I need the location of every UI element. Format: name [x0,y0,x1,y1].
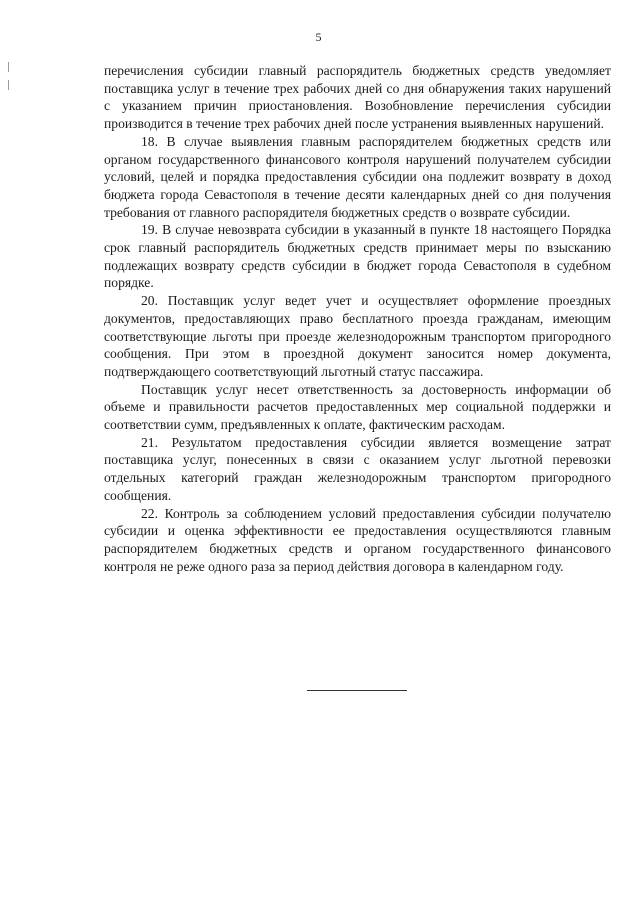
end-of-document-rule [307,690,407,691]
document-body [104,62,611,575]
margin-mark [8,80,9,90]
paragraph-18: 18. В случае выявления главным распорядителем бюджетных средств или органом государственного финансового контроля нарушений получателем субсидии условий, целей и порядка предоставления субсидии она подлежит возврату в доход бюджета города Севастополя в течение десяти календарных дней со дня получения требования от главного распорядителя бюджетных средств о возврате субсидии. [104,133,611,220]
paragraph-20: 20. Поставщик услуг ведет учет и осуществляет оформление проездных документов, предоставляющих право бесплатного проезда гражданам, имеющим соответствующие льготы при проезде железнодорожным транспортом пригородного сообщения. При этом в проездной документ заносится номер документа, подтверждающего соответствующий льготный статус пассажира. [104,293,611,379]
page-number: 5 [315,30,322,44]
paragraph-19: 19. В случае невозврата субсидии в указанный в пункте 18 настоящего Порядка срок главный распорядитель бюджетных средств принимает меры по взысканию подлежащих возврату средств субсидии в бюджет города Севастополя в судебном порядке. [104,222,611,291]
paragraph-continuation: перечисления субсидии главный распорядитель бюджетных средств уведомляет поставщика услуг в течение трех рабочих дней со дня обнаружения таких нарушений с указанием причин приостановления. Возобновление перечисления субсидии производится в течение трех рабочих дней после устранения выявленных нарушений. [104,63,611,132]
paragraph-22: 22. Контроль за соблюдением условий предоставления субсидии получателю субсидии и оценка эффективности ее предоставления осуществляются главным распорядителем бюджетных средств и органом государственного финансового контроля не реже одного раза за период действия договора в календарном году. [104,505,611,574]
margin-mark [8,62,9,72]
paragraph-20-responsibility: Поставщик услуг несет ответственность за достоверность информации об объеме и правильности расчетов предоставленных мер социальной поддержки и соответствии сумм, предъявленных к оплате, фактическим расходам. [104,381,611,433]
paragraph-21: 21. Результатом предоставления субсидии является возмещение затрат поставщика услуг, понесенных в связи с оказанием услуг льготной перевозки отдельных категорий граждан железнодорожным транспортом пригородного сообщения. [104,434,611,503]
